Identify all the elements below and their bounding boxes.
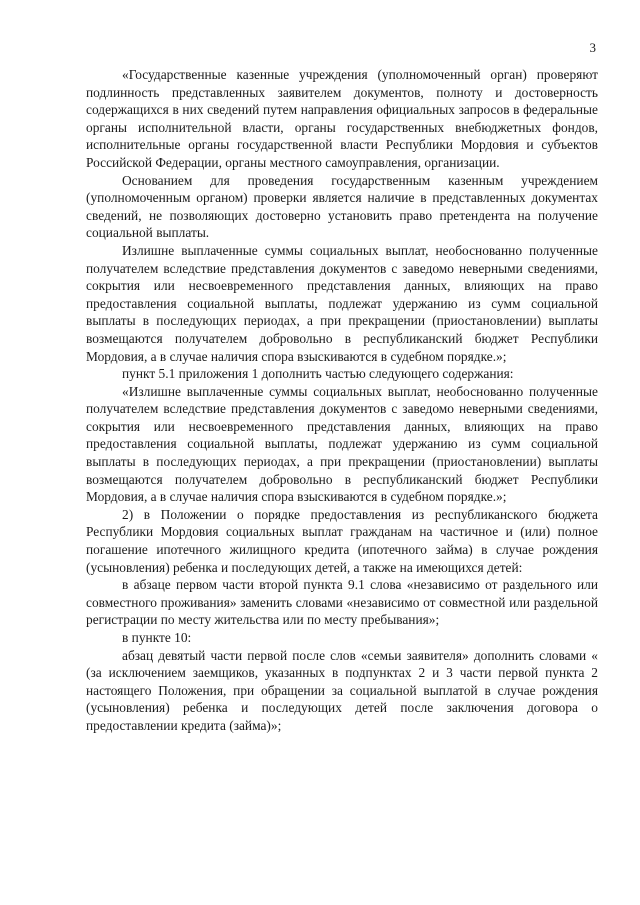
paragraph-2: Основанием для проведения государственным казенным учреждением (уполномоченным органом) проверки является наличие в представленных документах сведений, не позволяющих достоверно установить право претендента на получение социальной выплаты.	[86, 172, 598, 241]
paragraph-6: 2) в Положении о порядке предоставления из республиканского бюджета Республики Мордовия социальных выплат гражданам на частичное и (или) полное погашение ипотечного жилищного кредита (ипотечного займа) в случае рождения (усыновления) ребенка и последующих детей, а также на имеющихся детей:	[86, 506, 598, 575]
page-number: 3	[589, 40, 596, 55]
paragraph-4: пункт 5.1 приложения 1 дополнить частью следующего содержания:	[122, 366, 514, 382]
paragraph-7: в абзаце первом части второй пункта 9.1 слова «независимо от раздельного или совместного проживания» заменить словами «независимо от совместной или раздельной регистрации по месту жительства или по месту пребывания»;	[86, 577, 598, 628]
paragraph-1: «Государственные казенные учреждения (уполномоченный орган) проверяют подлинность представленных заявителем документов, полноту и достоверность содержащихся в них сведений путем направления официальных запросов в федеральные органы исполнительной власти, органы государственных внебюджетных фондов, исполнительные органы государственной власти Республики Мордовия и субъектов Российской Федерации, органы местного самоуправления, организации.	[86, 67, 598, 170]
document-body	[86, 66, 598, 735]
paragraph-8: в пункте 10:	[122, 630, 192, 645]
paragraph-3: Излишне выплаченные суммы социальных выплат, необоснованно полученные получателем вследствие представления документов с заведомо неверными сведениями, сокрытия или несвоевременного представления данных, влияющих на право предоставления социальной выплаты, подлежат удержанию из сумм социальной выплаты в последующих периодах, а при прекращении (приостановлении) выплаты возмещаются получателем добровольно в республиканский бюджет Республики Мордовия, а в случае наличия спора взыскиваются в судебном порядке.»;	[86, 242, 598, 364]
paragraph-5: «Излишне выплаченные суммы социальных выплат, необоснованно полученные получателем вследствие представления документов с заведомо неверными сведениями, сокрытия или несвоевременного представления данных, влияющих на право предоставления социальной выплаты, подлежат удержанию из сумм социальной выплаты в последующих периодах, а при прекращении (приостановлении) выплаты возмещаются получателем добровольно в республиканский бюджет Республики Мордовия, а в случае наличия спора взыскиваются в судебном порядке.»;	[86, 383, 598, 505]
paragraph-9: абзац девятый части первой после слов «семьи заявителя» дополнить словами « (за исключением заемщиков, указанных в подпунктах 2 и 3 части первой пункта 2 настоящего Положения, при обращении за социальной выплатой в случае рождения (усыновления) ребенка и последующих детей после заключения договора о предоставлении кредита (займа)»;	[86, 647, 598, 733]
